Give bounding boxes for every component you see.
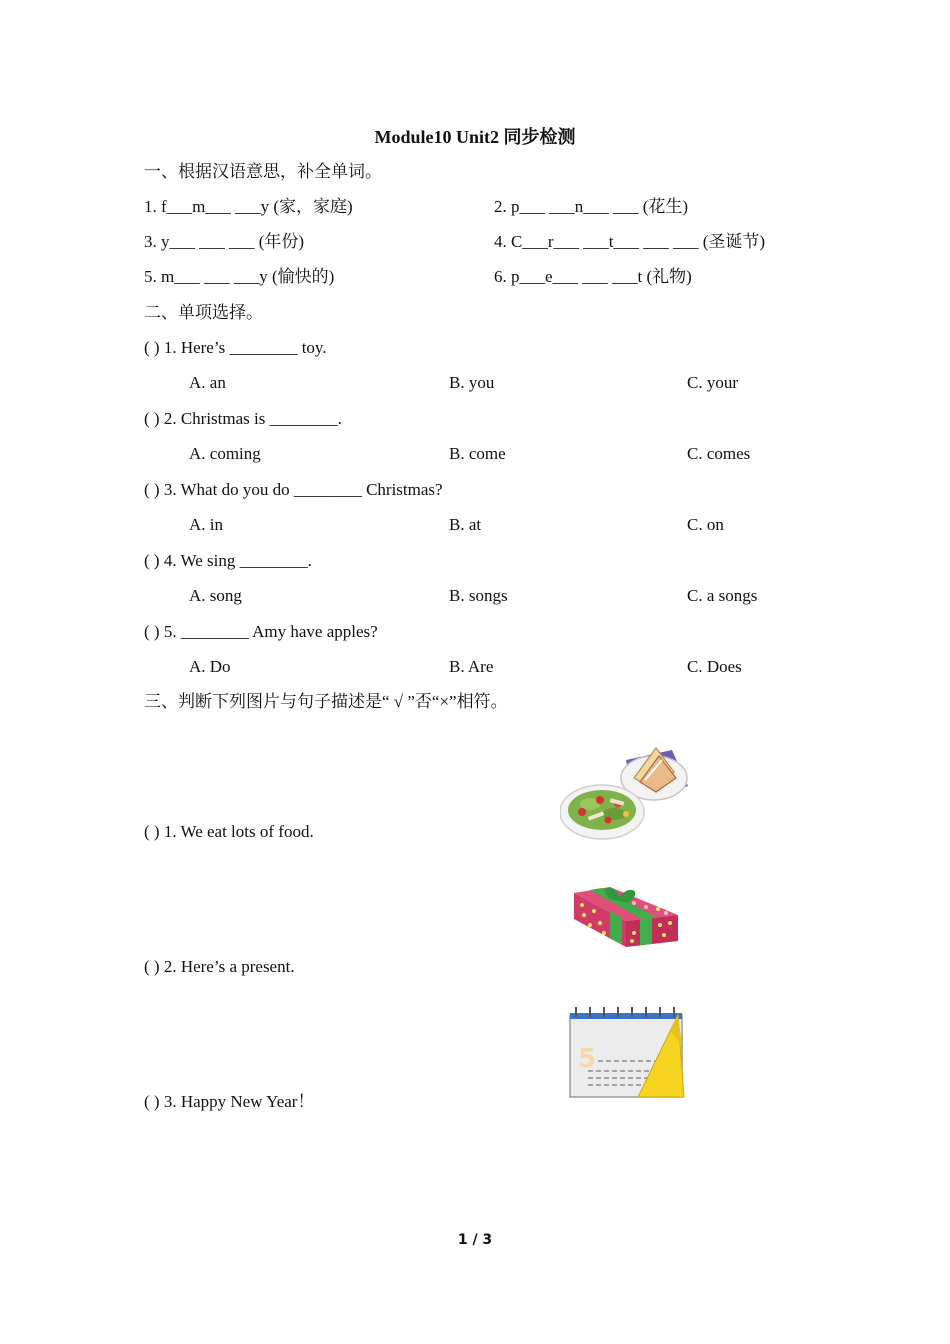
q2-option-c: C. comes: [687, 444, 751, 463]
fill-item-2: 2. p___ ___n___ ___ (花生): [494, 197, 689, 216]
judge-item-1: ( ) 1. We eat lots of food.: [144, 822, 314, 841]
q4-option-a: A. song: [189, 586, 242, 605]
q4-option-c: C. a songs: [687, 586, 758, 605]
judge-item-3: ( ) 3. Happy New Year！: [144, 1092, 315, 1111]
calendar-picture: [566, 1005, 688, 1099]
salad-plate: [560, 785, 644, 839]
present-picture: [570, 885, 682, 947]
question-stem-1: ( ) 1. Here’s ________ toy.: [144, 338, 327, 357]
question-stem-4: ( ) 4. We sing ________.: [144, 551, 312, 570]
page-title: Module10 Unit2 同步检测: [374, 127, 576, 147]
q5-option-c: C. Does: [687, 657, 742, 676]
question-stem-5: ( ) 5. ________ Amy have apples?: [144, 622, 378, 641]
q5-option-a: A. Do: [189, 657, 231, 676]
q2-option-a: A. coming: [189, 444, 261, 463]
calendar-digit: 5: [578, 1044, 597, 1074]
q3-option-a: A. in: [189, 515, 223, 534]
food-picture: [560, 742, 692, 840]
judge-item-2: ( ) 2. Here’s a present.: [144, 957, 295, 976]
section1-heading: 一、根据汉语意思，补全单词。: [144, 162, 382, 181]
q1-option-b: B. you: [449, 373, 495, 392]
fill-item-5: 5. m___ ___ ___y (愉快的): [144, 267, 335, 286]
q2-option-b: B. come: [449, 444, 506, 463]
q3-option-c: C. on: [687, 515, 724, 534]
q1-option-a: A. an: [189, 373, 226, 392]
q3-option-b: B. at: [449, 515, 482, 534]
question-stem-3: ( ) 3. What do you do ________ Christmas?: [144, 480, 443, 499]
fill-item-6: 6. p___e___ ___ ___t (礼物): [494, 267, 692, 286]
section2-heading: 二、单项选择。: [144, 303, 263, 322]
fill-item-3: 3. y___ ___ ___ (年份): [144, 232, 305, 251]
page-number: 1 / 3: [457, 1232, 493, 1248]
q1-option-c: C. your: [687, 373, 738, 392]
fill-item-4: 4. C___r___ ___t___ ___ ___ (圣诞节): [494, 232, 766, 251]
section3-heading: 三、判断下列图片与句子描述是“ √ ”否“×”相符。: [144, 692, 508, 711]
question-stem-2: ( ) 2. Christmas is ________.: [144, 409, 342, 428]
q4-option-b: B. songs: [449, 586, 508, 605]
q5-option-b: B. Are: [449, 657, 494, 676]
fill-item-1: 1. f___m___ ___y (家，家庭): [144, 197, 353, 216]
